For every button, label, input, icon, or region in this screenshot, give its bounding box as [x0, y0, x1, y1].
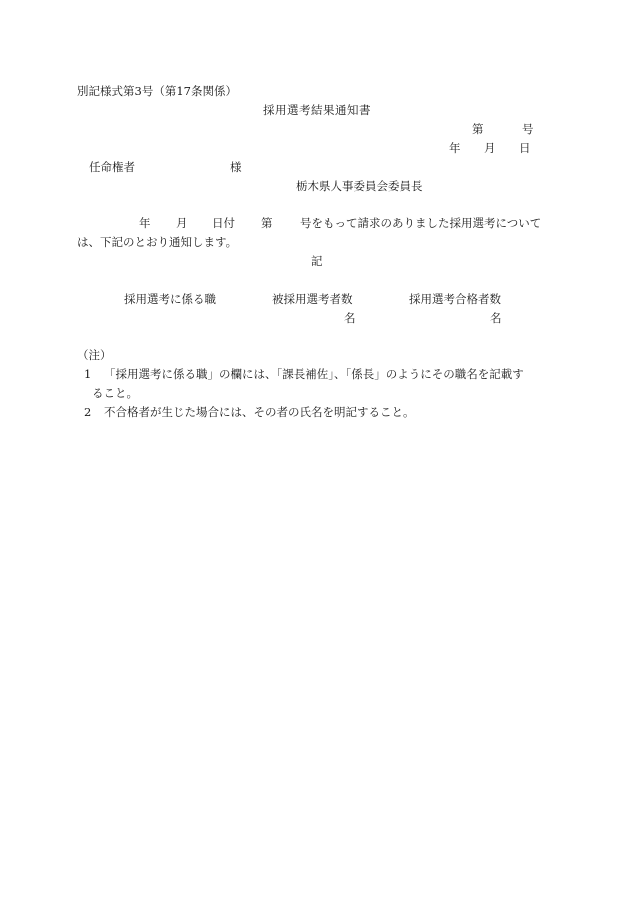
- notes-heading: （注）: [77, 348, 112, 362]
- date-year-label: 年: [449, 141, 461, 155]
- form-reference: 別記様式第3号（第17条関係）: [77, 84, 237, 98]
- sender-name: 栃木県人事委員会委員長: [296, 179, 423, 193]
- table-header-passed: 採用選考合格者数: [409, 292, 501, 306]
- body-continuation-text: は、下記のとおり通知します。: [77, 235, 238, 249]
- date-day-label: 日: [519, 141, 531, 155]
- note-1-text: 「採用選考に係る職」の欄には、「課長補佐」、「係長」のようにその職名を記載す: [104, 367, 524, 381]
- note-2-text: 不合格者が生じた場合には、その者の氏名を明記すること。: [104, 405, 415, 419]
- body-reference-year: 年: [139, 216, 151, 230]
- table-unit-passed: 名: [490, 311, 502, 325]
- body-reference-month: 月: [176, 216, 188, 230]
- table-header-position: 採用選考に係る職: [124, 292, 216, 306]
- note-1-number: 1: [84, 367, 92, 381]
- addressee-name: 任命権者: [89, 160, 135, 174]
- document-number-prefix: 第: [472, 122, 484, 136]
- table-unit-candidates: 名: [344, 311, 356, 325]
- document-title: 採用選考結果通知書: [263, 103, 371, 117]
- document-number-suffix: 号: [522, 122, 534, 136]
- table-header-candidates: 被採用選考者数: [272, 292, 353, 306]
- note-1-continuation: ること。: [92, 386, 138, 400]
- note-2-number: 2: [84, 405, 92, 419]
- ki-marker: 記: [311, 254, 323, 268]
- body-reference-number: 第: [261, 216, 273, 230]
- body-reference-day: 日付: [212, 216, 235, 230]
- body-main-text: 号をもって請求のありました採用選考について: [300, 216, 542, 230]
- addressee-honorific: 様: [230, 160, 242, 174]
- date-month-label: 月: [484, 141, 496, 155]
